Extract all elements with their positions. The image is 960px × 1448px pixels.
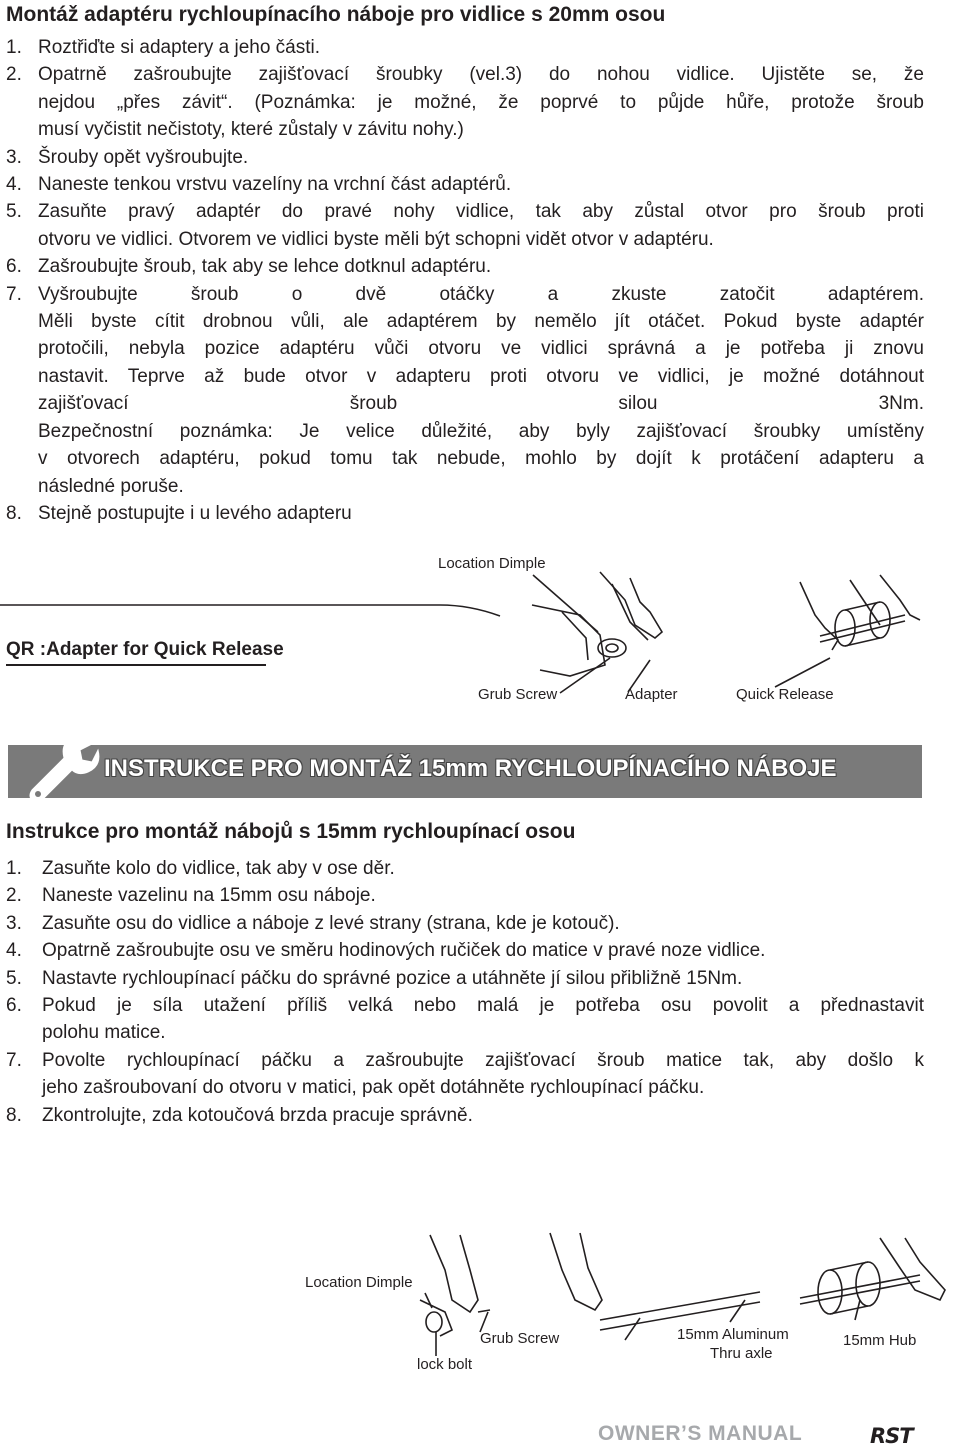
section-title-15mm: Instrukce pro montáž nábojů s 15mm rychloupínací osou: [6, 820, 576, 843]
label-adapter: Adapter: [625, 686, 678, 703]
text-line: polohu matice.: [42, 1022, 166, 1044]
list-item-number: 6.: [6, 256, 22, 278]
text-line: Povolte rychloupínací páčku a zašroubujte zajišťovací šroub matice tak, aby došlo k: [42, 1049, 924, 1071]
label-15mm-hub: 15mm Hub: [843, 1332, 917, 1349]
list-item-number: 7.: [6, 1049, 22, 1071]
list-item-number: 8.: [6, 502, 22, 524]
text-line: Roztřiďte si adaptery a jeho části.: [38, 37, 321, 58]
text-line: Opatrně zašroubujte zajišťovací šroubky (vel.3) do nohou vidlice. Ujistěte se, že: [38, 64, 924, 86]
text-line: Zkontrolujte, zda kotoučová brzda pracuje správně.: [42, 1104, 473, 1126]
label-lock-bolt: lock bolt: [417, 1356, 473, 1373]
label-grub-screw-2: Grub Screw: [480, 1330, 560, 1347]
text-line: nejdou „přes závit“. (Poznámka: je možné, že poprvé to půjde hůře, protože šroub: [38, 91, 924, 113]
text-line: nastavit. Teprve až bude otvor v adapteru proti otvoru ve vidlici, je možné dotáhnout: [38, 365, 924, 387]
list-item-number: 3.: [6, 146, 22, 168]
list-item-number: 7.: [6, 283, 22, 305]
list-item-number: 5.: [6, 967, 22, 989]
footer-manual: OWNER’S MANUAL: [598, 1422, 803, 1445]
text-line: Stejně postupujte i u levého adapteru: [38, 502, 352, 524]
list-item-number: 1.: [6, 37, 22, 58]
text-line: jeho zašroubovaní do otvoru v matici, pak opět dotáhněte rychloupínací páčku.: [42, 1077, 705, 1099]
banner-title: INSTRUKCE PRO MONTÁŽ 15mm RYCHLOUPÍNACÍHO NÁBOJE: [104, 755, 837, 782]
list-item-number: 6.: [6, 995, 22, 1017]
text-line: Šrouby opět vyšroubujte.: [38, 146, 249, 168]
text-line: Zašroubujte šroub, tak aby se lehce dotknul adaptéru.: [38, 256, 492, 278]
list-item-number: 2.: [6, 64, 22, 86]
text-line: v otvorech adaptéru, pokud tomu tak nebude, mohlo by dojít k protáčení adapteru a: [38, 448, 924, 470]
text-line: Bezpečnostní poznámka: Je velice důležité, aby byly zajišťovací šroubky umístěny: [38, 420, 924, 442]
text-line: musí vyčistit nečistoty, které zůstaly v závitu nohy.): [38, 119, 464, 141]
text-line: protočili, nebyla pozice adaptéru vůči otvoru ve vidlici správná a je potřeba ji znovu: [38, 338, 924, 360]
text-line: zajišťovací šroub silou 3Nm.: [38, 393, 924, 415]
text-line: Vyšroubujte šroub o dvě otáčky a zkuste zatočit adaptérem.: [38, 283, 924, 305]
list-item-number: 8.: [6, 1104, 22, 1126]
label-location-dimple-2: Location Dimple: [305, 1274, 413, 1291]
qr-adapter-label: QR :Adapter for Quick Release: [6, 639, 284, 660]
text-line: Naneste vazelinu na 15mm osu náboje.: [42, 885, 376, 907]
text-line: Zasuňte pravý adaptér do pravé nohy vidlice, tak aby zůstal otvor pro šroub proti: [38, 201, 924, 223]
text-line: Měli byste cítit drobnou vůli, ale adaptérem by nemělo jít otáčet. Pokud byste adaptér: [38, 311, 924, 333]
text-line: Zasuňte kolo do vidlice, tak aby v ose děr.: [42, 858, 395, 879]
label-quick-release: Quick Release: [736, 686, 834, 703]
list-item-number: 1.: [6, 858, 22, 879]
label-thru-axle-2: Thru axle: [710, 1345, 773, 1362]
text-line: Pokud je síla utažení příliš velká nebo malá je potřeba osu povolit a přednastavit: [42, 995, 924, 1017]
label-location-dimple: Location Dimple: [438, 555, 546, 572]
section-title-20mm: Montáž adaptéru rychloupínacího náboje pro vidlice s 20mm osou: [6, 3, 666, 26]
list-item-number: 3.: [6, 912, 22, 934]
text-line: Naneste tenkou vrstvu vazelíny na vrchní část adaptérů.: [38, 174, 512, 196]
list-item-number: 4.: [6, 940, 22, 962]
label-thru-axle-1: 15mm Aluminum: [677, 1326, 789, 1343]
text-line: otvoru ve vidlici. Otvorem ve vidlici byste měli být schopni vidět otvor v adaptéru.: [38, 228, 714, 250]
list-item-number: 4.: [6, 174, 22, 196]
text-line: následné poruše.: [38, 475, 184, 497]
label-grub-screw: Grub Screw: [478, 686, 558, 703]
text-line: Nastavte rychloupínací páčku do správné pozice a utáhněte jí silou přibližně 15Nm.: [42, 967, 743, 989]
list-item-number: 5.: [6, 201, 22, 223]
brand-logo: RST: [870, 1424, 913, 1448]
list-item-number: 2.: [6, 885, 22, 907]
text-line: Opatrně zašroubujte osu ve směru hodinových ručiček do matice v pravé noze vidlice.: [42, 940, 766, 962]
text-line: Zasuňte osu do vidlice a náboje z levé strany (strana, kde je kotouč).: [42, 912, 620, 934]
